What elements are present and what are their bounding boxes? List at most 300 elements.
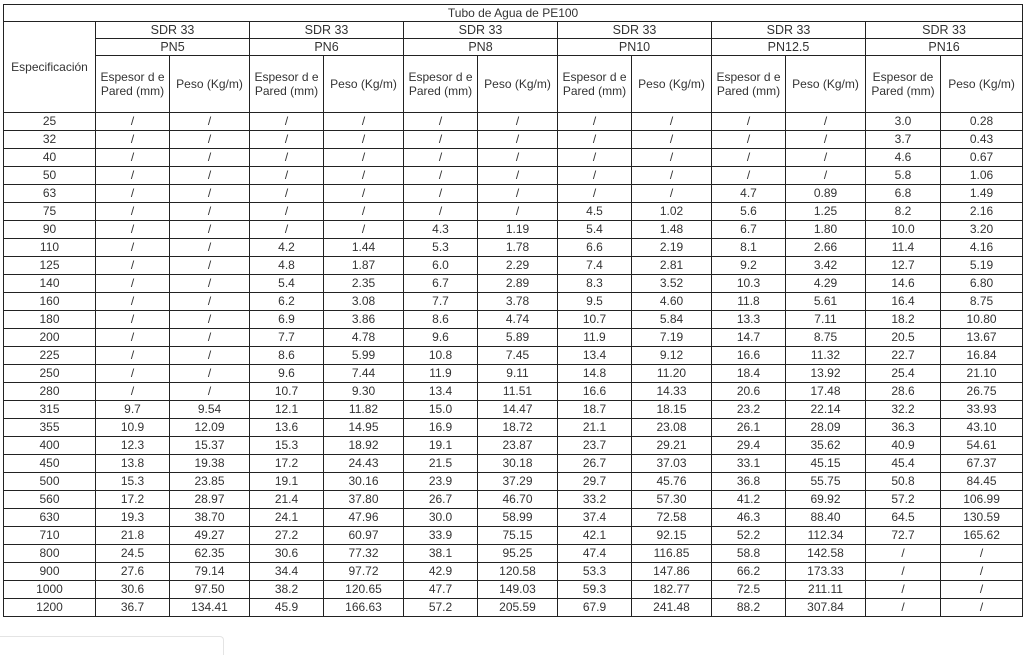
table-cell: 57.2 (866, 491, 941, 509)
spec-cell: 75 (4, 203, 96, 221)
table-row (4, 419, 1023, 437)
table-row (4, 581, 1023, 599)
table-cell: / (786, 131, 866, 149)
table-cell: 130.59 (941, 509, 1023, 527)
table-cell: 38.1 (404, 545, 478, 563)
sdr-header: SDR 33 (558, 22, 712, 39)
table-cell: 2.29 (478, 257, 558, 275)
table-cell: 64.5 (866, 509, 941, 527)
table-cell: 10.0 (866, 221, 941, 239)
table-cell: / (404, 185, 478, 203)
table-cell: 19.3 (96, 509, 170, 527)
table-cell: 79.14 (170, 563, 250, 581)
sdr-header: SDR 33 (250, 22, 404, 39)
table-cell: 75.15 (478, 527, 558, 545)
spec-cell: 500 (4, 473, 96, 491)
table-cell: 43.10 (941, 419, 1023, 437)
table-cell: 5.19 (941, 257, 1023, 275)
table-cell: 5.61 (786, 293, 866, 311)
table-cell: 14.33 (632, 383, 712, 401)
table-row (4, 131, 1023, 149)
table-cell: 1.44 (324, 239, 404, 257)
table-cell: 33.2 (558, 491, 632, 509)
table-cell: 9.7 (96, 401, 170, 419)
table-cell: 5.8 (866, 167, 941, 185)
table-cell: 52.2 (712, 527, 786, 545)
table-cell: 21.8 (96, 527, 170, 545)
table-row (4, 509, 1023, 527)
table-cell: 45.15 (786, 455, 866, 473)
table-cell: / (632, 167, 712, 185)
table-cell: 0.43 (941, 131, 1023, 149)
table-cell: 120.58 (478, 563, 558, 581)
table-cell: / (632, 131, 712, 149)
table-cell: 27.6 (96, 563, 170, 581)
table-cell: 8.75 (786, 329, 866, 347)
table-cell: 147.86 (632, 563, 712, 581)
table-cell: 45.76 (632, 473, 712, 491)
table-row (4, 491, 1023, 509)
table-cell: 30.6 (96, 581, 170, 599)
wall-thickness-header: Espesor d e Pared (mm) (712, 56, 786, 113)
table-cell: / (250, 131, 324, 149)
table-cell: 95.25 (478, 545, 558, 563)
table-cell: / (558, 167, 632, 185)
table-cell: 3.08 (324, 293, 404, 311)
table-cell: 13.3 (712, 311, 786, 329)
table-cell: / (170, 149, 250, 167)
table-cell: 5.4 (558, 221, 632, 239)
table-cell: 24.43 (324, 455, 404, 473)
table-row (4, 329, 1023, 347)
table-cell: / (250, 185, 324, 203)
spec-cell: 160 (4, 293, 96, 311)
table-cell: 134.41 (170, 599, 250, 617)
table-cell: 27.2 (250, 527, 324, 545)
table-cell: 142.58 (786, 545, 866, 563)
pressure-header: PN6 (250, 39, 404, 56)
table-cell: 97.50 (170, 581, 250, 599)
table-cell: 77.32 (324, 545, 404, 563)
table-cell: 3.42 (786, 257, 866, 275)
table-cell: 8.6 (404, 311, 478, 329)
table-cell: / (632, 149, 712, 167)
spec-cell: 1000 (4, 581, 96, 599)
table-cell: 33.9 (404, 527, 478, 545)
table-cell: 37.4 (558, 509, 632, 527)
table-cell: 6.0 (404, 257, 478, 275)
table-cell: / (96, 221, 170, 239)
table-cell: 2.89 (478, 275, 558, 293)
table-cell: 3.0 (866, 113, 941, 131)
table-cell: 18.4 (712, 365, 786, 383)
table-cell: 97.72 (324, 563, 404, 581)
table-cell: 16.6 (712, 347, 786, 365)
table-cell: / (558, 185, 632, 203)
table-cell: 42.9 (404, 563, 478, 581)
table-cell: 17.2 (96, 491, 170, 509)
wall-thickness-header: Espesor d e Pared (mm) (250, 56, 324, 113)
table-row (4, 383, 1023, 401)
table-cell: 12.1 (250, 401, 324, 419)
table-cell: 41.2 (712, 491, 786, 509)
table-cell: 11.51 (478, 383, 558, 401)
table-cell: / (941, 545, 1023, 563)
table-cell: 57.30 (632, 491, 712, 509)
table-cell: / (404, 203, 478, 221)
table-cell: / (96, 149, 170, 167)
table-cell: 30.6 (250, 545, 324, 563)
table-cell: 166.63 (324, 599, 404, 617)
spec-cell: 40 (4, 149, 96, 167)
table-cell: / (324, 185, 404, 203)
weight-header: Peso (Kg/m) (324, 56, 404, 113)
spec-cell: 180 (4, 311, 96, 329)
table-cell: / (866, 563, 941, 581)
table-cell: 11.9 (404, 365, 478, 383)
table-cell: 21.10 (941, 365, 1023, 383)
table-cell: 14.95 (324, 419, 404, 437)
table-cell: / (478, 149, 558, 167)
table-cell: 10.7 (558, 311, 632, 329)
table-cell: 9.6 (250, 365, 324, 383)
table-cell: 9.12 (632, 347, 712, 365)
table-cell: / (558, 149, 632, 167)
table-cell: 3.78 (478, 293, 558, 311)
table-cell: 4.29 (786, 275, 866, 293)
sdr-header: SDR 33 (712, 22, 866, 39)
table-cell: / (324, 203, 404, 221)
table-cell: 34.4 (250, 563, 324, 581)
weight-header: Peso (Kg/m) (170, 56, 250, 113)
spec-cell: 63 (4, 185, 96, 203)
table-cell: / (324, 131, 404, 149)
table-cell: 28.6 (866, 383, 941, 401)
table-cell: / (170, 239, 250, 257)
table-cell: 6.2 (250, 293, 324, 311)
table-cell: / (250, 203, 324, 221)
table-cell: 12.09 (170, 419, 250, 437)
table-row (4, 599, 1023, 617)
table-title: Tubo de Agua de PE100 (4, 5, 1023, 22)
table-cell: / (96, 257, 170, 275)
table-cell: 88.40 (786, 509, 866, 527)
table-cell: / (170, 185, 250, 203)
table-cell: 29.7 (558, 473, 632, 491)
spec-cell: 32 (4, 131, 96, 149)
table-cell: 0.89 (786, 185, 866, 203)
table-cell: 16.84 (941, 347, 1023, 365)
table-cell: / (324, 221, 404, 239)
spec-cell: 125 (4, 257, 96, 275)
table-cell: 32.2 (866, 401, 941, 419)
spec-cell: 25 (4, 113, 96, 131)
table-cell: 19.1 (250, 473, 324, 491)
table-cell: 165.62 (941, 527, 1023, 545)
table-cell: 88.2 (712, 599, 786, 617)
table-cell: 7.45 (478, 347, 558, 365)
table-cell: 5.3 (404, 239, 478, 257)
spec-cell: 450 (4, 455, 96, 473)
table-cell: 4.6 (866, 149, 941, 167)
table-cell: / (250, 221, 324, 239)
table-cell: 15.0 (404, 401, 478, 419)
table-cell: 5.84 (632, 311, 712, 329)
table-cell: 17.48 (786, 383, 866, 401)
pipe-spec-table (3, 4, 1023, 617)
weight-header: Peso (Kg/m) (941, 56, 1023, 113)
spec-cell: 90 (4, 221, 96, 239)
table-cell: 1.80 (786, 221, 866, 239)
table-cell: 23.2 (712, 401, 786, 419)
spec-cell: 225 (4, 347, 96, 365)
table-cell: 14.8 (558, 365, 632, 383)
table-cell: 54.61 (941, 437, 1023, 455)
table-cell: 16.9 (404, 419, 478, 437)
table-cell: 5.4 (250, 275, 324, 293)
table-cell: 2.66 (786, 239, 866, 257)
table-cell: 15.3 (250, 437, 324, 455)
table-cell: 1.02 (632, 203, 712, 221)
table-cell: 1.48 (632, 221, 712, 239)
table-cell: 11.82 (324, 401, 404, 419)
pressure-header: PN12.5 (712, 39, 866, 56)
table-row (4, 185, 1023, 203)
pressure-header: PN10 (558, 39, 712, 56)
table-cell: / (170, 293, 250, 311)
table-cell: 72.5 (712, 581, 786, 599)
table-cell: 26.7 (558, 455, 632, 473)
table-cell: 16.4 (866, 293, 941, 311)
table-cell: 21.5 (404, 455, 478, 473)
table-cell: 46.3 (712, 509, 786, 527)
table-cell: 13.67 (941, 329, 1023, 347)
table-cell: 2.81 (632, 257, 712, 275)
table-cell: 37.03 (632, 455, 712, 473)
table-cell: 13.92 (786, 365, 866, 383)
spec-cell: 800 (4, 545, 96, 563)
spec-cell: 1200 (4, 599, 96, 617)
spec-cell: 560 (4, 491, 96, 509)
table-cell: 4.78 (324, 329, 404, 347)
table-cell: / (866, 599, 941, 617)
table-cell: / (404, 113, 478, 131)
table-cell: / (712, 131, 786, 149)
table-cell: 49.27 (170, 527, 250, 545)
table-row (4, 473, 1023, 491)
table-row (4, 311, 1023, 329)
table-cell: 84.45 (941, 473, 1023, 491)
table-cell: / (96, 347, 170, 365)
table-cell: 7.7 (404, 293, 478, 311)
pressure-header: PN5 (96, 39, 250, 56)
table-cell: 116.85 (632, 545, 712, 563)
table-cell: 15.37 (170, 437, 250, 455)
wall-thickness-header: Espesor d e Pared (mm) (404, 56, 478, 113)
table-cell: / (170, 167, 250, 185)
table-cell: 29.4 (712, 437, 786, 455)
table-cell: 21.4 (250, 491, 324, 509)
table-cell: 29.21 (632, 437, 712, 455)
table-cell: / (324, 149, 404, 167)
table-cell: 5.89 (478, 329, 558, 347)
table-cell: 6.8 (866, 185, 941, 203)
table-cell: 12.7 (866, 257, 941, 275)
table-cell: 11.32 (786, 347, 866, 365)
table-cell: 3.52 (632, 275, 712, 293)
table-cell: 47.7 (404, 581, 478, 599)
table-cell: 6.9 (250, 311, 324, 329)
table-cell: 16.6 (558, 383, 632, 401)
table-cell: 1.49 (941, 185, 1023, 203)
table-cell: 26.75 (941, 383, 1023, 401)
table-cell: 8.1 (712, 239, 786, 257)
spec-cell: 630 (4, 509, 96, 527)
table-row (4, 239, 1023, 257)
table-cell: / (96, 113, 170, 131)
table-cell: 21.1 (558, 419, 632, 437)
table-cell: / (96, 383, 170, 401)
table-cell: 2.19 (632, 239, 712, 257)
table-cell: 66.2 (712, 563, 786, 581)
table-row (4, 293, 1023, 311)
table-cell: 7.4 (558, 257, 632, 275)
table-cell: / (866, 545, 941, 563)
table-cell: / (558, 131, 632, 149)
table-cell: / (404, 167, 478, 185)
table-cell: / (786, 113, 866, 131)
table-cell: 8.6 (250, 347, 324, 365)
table-cell: 19.1 (404, 437, 478, 455)
table-cell: / (941, 581, 1023, 599)
table-cell: 12.3 (96, 437, 170, 455)
table-cell: / (96, 185, 170, 203)
table-cell: 47.96 (324, 509, 404, 527)
table-cell: 1.87 (324, 257, 404, 275)
table-cell: / (404, 131, 478, 149)
table-row (4, 365, 1023, 383)
table-cell: / (170, 131, 250, 149)
spec-cell: 280 (4, 383, 96, 401)
table-cell: 36.8 (712, 473, 786, 491)
table-cell: / (866, 581, 941, 599)
table-cell: 10.9 (96, 419, 170, 437)
sdr-header: SDR 33 (404, 22, 558, 39)
table-cell: 149.03 (478, 581, 558, 599)
table-cell: 30.0 (404, 509, 478, 527)
table-cell: 1.19 (478, 221, 558, 239)
table-cell: / (170, 275, 250, 293)
table-cell: 173.33 (786, 563, 866, 581)
table-cell: 36.3 (866, 419, 941, 437)
pressure-header: PN16 (866, 39, 1023, 56)
table-cell: / (170, 347, 250, 365)
table-cell: / (478, 113, 558, 131)
table-cell: 18.92 (324, 437, 404, 455)
spec-cell: 200 (4, 329, 96, 347)
table-cell: 4.8 (250, 257, 324, 275)
table-cell: 4.16 (941, 239, 1023, 257)
table-cell: 38.2 (250, 581, 324, 599)
table-cell: / (170, 365, 250, 383)
table-cell: 69.92 (786, 491, 866, 509)
table-cell: 6.7 (404, 275, 478, 293)
table-cell: 38.70 (170, 509, 250, 527)
table-cell: / (941, 563, 1023, 581)
table-cell: 30.16 (324, 473, 404, 491)
table-cell: 9.30 (324, 383, 404, 401)
table-cell: 211.11 (786, 581, 866, 599)
spec-cell: 400 (4, 437, 96, 455)
table-cell: / (558, 113, 632, 131)
table-cell: 26.7 (404, 491, 478, 509)
spec-cell: 710 (4, 527, 96, 545)
table-cell: 37.29 (478, 473, 558, 491)
table-cell: 23.9 (404, 473, 478, 491)
table-cell: 10.80 (941, 311, 1023, 329)
table-cell: / (170, 113, 250, 131)
table-cell: / (250, 149, 324, 167)
table-cell: 14.7 (712, 329, 786, 347)
table-cell: 1.78 (478, 239, 558, 257)
sdr-header: SDR 33 (96, 22, 250, 39)
table-cell: 23.85 (170, 473, 250, 491)
table-cell: 10.7 (250, 383, 324, 401)
table-cell: 22.14 (786, 401, 866, 419)
table-cell: / (170, 311, 250, 329)
table-cell: 18.72 (478, 419, 558, 437)
table-cell: 5.99 (324, 347, 404, 365)
table-cell: 13.4 (558, 347, 632, 365)
table-cell: 18.7 (558, 401, 632, 419)
pressure-header: PN8 (404, 39, 558, 56)
table-cell: 10.8 (404, 347, 478, 365)
table-cell: 57.2 (404, 599, 478, 617)
table-cell: 24.5 (96, 545, 170, 563)
table-cell: / (250, 113, 324, 131)
table-cell: / (324, 113, 404, 131)
table-row (4, 167, 1023, 185)
table-cell: 92.15 (632, 527, 712, 545)
table-cell: 3.20 (941, 221, 1023, 239)
table-cell: 28.09 (786, 419, 866, 437)
table-cell: 120.65 (324, 581, 404, 599)
table-cell: 205.59 (478, 599, 558, 617)
table-cell: 7.7 (250, 329, 324, 347)
table-cell: 4.7 (712, 185, 786, 203)
table-row (4, 203, 1023, 221)
table-cell: 5.6 (712, 203, 786, 221)
spec-cell: 250 (4, 365, 96, 383)
table-cell: / (712, 149, 786, 167)
table-cell: 30.18 (478, 455, 558, 473)
table-cell: / (712, 167, 786, 185)
table-cell: 3.7 (866, 131, 941, 149)
table-cell: 13.6 (250, 419, 324, 437)
table-cell: 8.75 (941, 293, 1023, 311)
spec-cell: 900 (4, 563, 96, 581)
spec-cell: 110 (4, 239, 96, 257)
table-cell: / (96, 239, 170, 257)
table-cell: 17.2 (250, 455, 324, 473)
table-cell: 72.7 (866, 527, 941, 545)
table-cell: 241.48 (632, 599, 712, 617)
table-cell: 3.86 (324, 311, 404, 329)
table-cell: 13.4 (404, 383, 478, 401)
table-cell: 9.11 (478, 365, 558, 383)
table-row (4, 455, 1023, 473)
table-cell: 4.74 (478, 311, 558, 329)
